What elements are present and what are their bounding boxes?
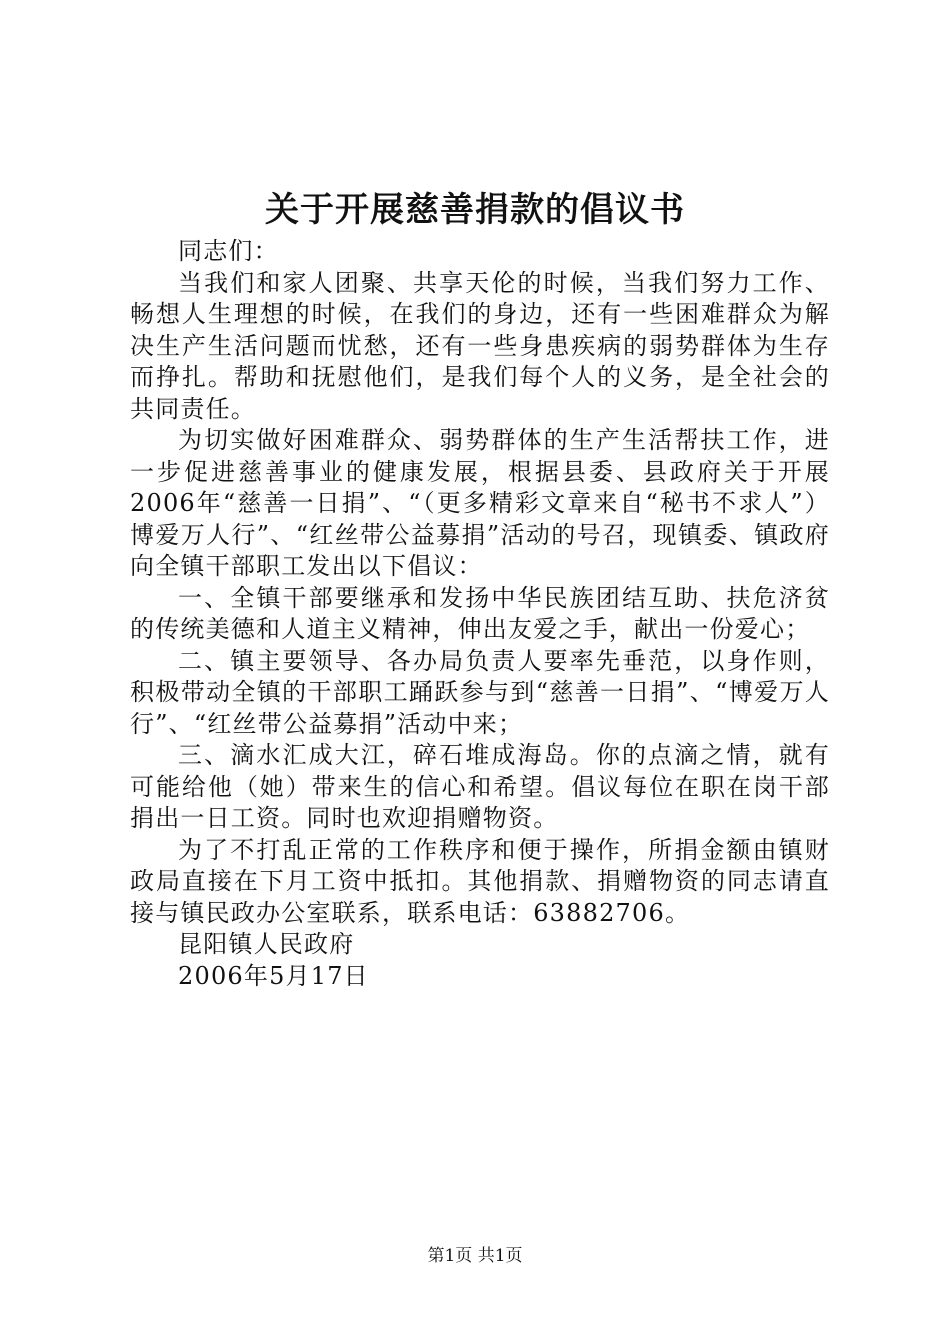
paragraph-closing: 为了不打乱正常的工作秩序和便于操作，所捐金额由镇财政局直接在下月工资中抵扣。其他捐款、捐赠物资的同志请直接与镇民政办公室联系，联系电话：63882706。 bbox=[130, 835, 830, 927]
paragraph-item-two: 二、镇主要领导、各办局负责人要率先垂范，以身作则，积极带动全镇的干部职工踊跃参与到“慈善一日捐”、“博爱万人行”、“红丝带公益募捐”活动中来； bbox=[130, 646, 830, 738]
document-title: 关于开展慈善捐款的倡议书 bbox=[265, 190, 685, 230]
paragraph-intro: 当我们和家人团聚、共享天伦的时候，当我们努力工作、畅想人生理想的时候，在我们的身边，还有一些困难群众为解决生产生活问题而忧愁，还有一些身患疾病的弱势群体为生存而挣扎。帮助和抚慰他们，是我们每个人的义务，是全社会的共同责任。 bbox=[130, 268, 830, 423]
salutation: 同志们： bbox=[178, 237, 279, 265]
document-body bbox=[130, 236, 830, 992]
paragraph-purpose: 为切实做好困难群众、弱势群体的生产生活帮扶工作，进一步促进慈善事业的健康发展，根据县委、县政府关于开展2006年“慈善一日捐”、“（更多精彩文章来自“秘书不求人”）博爱万人行”、“红丝带公益募捐”活动的号召，现镇委、镇政府向全镇干部职工发出以下倡议： bbox=[130, 426, 830, 580]
document-date: 2006年5月17日 bbox=[178, 961, 369, 990]
paragraph-item-three: 三、滴水汇成大江，碎石堆成海岛。你的点滴之情，就有可能给他（她）带来生的信心和希望。倡议每位在职在岗干部捐出一日工资。同时也欢迎捐赠物资。 bbox=[130, 741, 830, 832]
paragraph-item-one: 一、全镇干部要继承和发扬中华民族团结互助、扶危济贫的传统美德和人道主义精神，伸出友爱之手，献出一份爱心； bbox=[130, 583, 830, 643]
page-footer: 第1页 共1页 bbox=[427, 1246, 523, 1266]
signature: 昆阳镇人民政府 bbox=[178, 930, 355, 958]
